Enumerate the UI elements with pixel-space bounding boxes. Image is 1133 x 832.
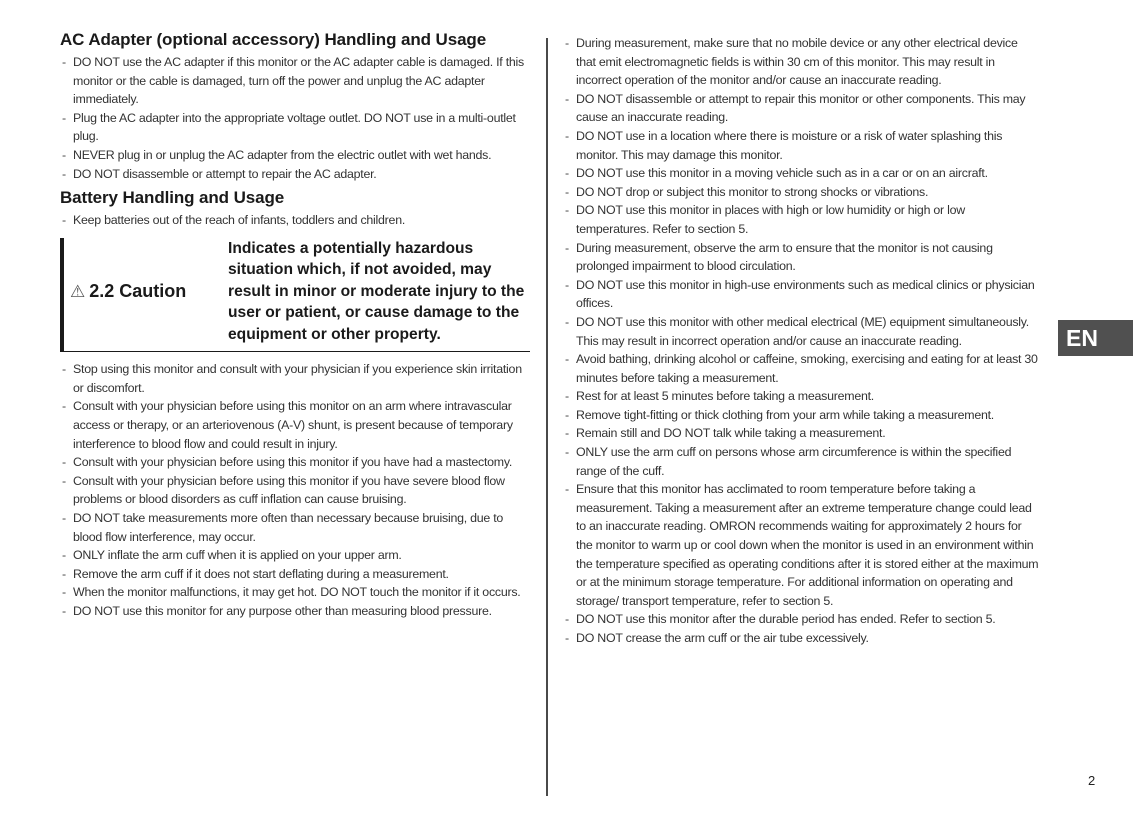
- list-item: - DO NOT use this monitor in high-use environments such as medical clinics or physician offices.: [563, 276, 1039, 313]
- caution-header: [64, 281, 228, 302]
- page-number: 2: [1088, 773, 1096, 788]
- list-item: - Stop using this monitor and consult with your physician if you experience skin irritation or discomfort.: [60, 360, 530, 397]
- list-item: - DO NOT take measurements more often than necessary because bruising, due to blood flow interference, may occur.: [60, 509, 530, 546]
- list-item: - ONLY inflate the arm cuff when it is applied on your upper arm.: [60, 546, 530, 565]
- list-item: - Rest for at least 5 minutes before taking a measurement.: [563, 387, 1039, 406]
- list-item: - DO NOT use in a location where there is moisture or a risk of water splashing this monitor. This may damage this monitor.: [563, 127, 1039, 164]
- list-item: - DO NOT use this monitor in places with high or low humidity or high or low temperatures. Refer to section 5.: [563, 201, 1039, 238]
- column-divider: [546, 38, 548, 796]
- battery-list: [60, 211, 530, 230]
- list-item: - During measurement, make sure that no mobile device or any other electrical device that emit electromagnetic fields is within 30 cm of this monitor. This may result in incorrect operation of the monitor and/or cause an inaccurate reading.: [563, 34, 1039, 90]
- list-item: - NEVER plug in or unplug the AC adapter from the electric outlet with wet hands.: [60, 146, 530, 165]
- list-item: - Consult with your physician before using this monitor if you have had a mastectomy.: [60, 453, 530, 472]
- list-item: - Consult with your physician before using this monitor if you have severe blood flow problems or blood disorders as cuff inflation can cause bruising.: [60, 472, 530, 509]
- list-item: - DO NOT drop or subject this monitor to strong shocks or vibrations.: [563, 183, 1039, 202]
- list-item: - Keep batteries out of the reach of infants, toddlers and children.: [60, 211, 530, 230]
- list-item: - DO NOT use this monitor for any purpose other than measuring blood pressure.: [60, 602, 530, 621]
- list-item: - When the monitor malfunctions, it may get hot. DO NOT touch the monitor if it occurs.: [60, 583, 530, 602]
- list-item: - Remain still and DO NOT talk while taking a measurement.: [563, 424, 1039, 443]
- list-item: - ONLY use the arm cuff on persons whose arm circumference is within the specified range of the cuff.: [563, 443, 1039, 480]
- left-column: [60, 30, 530, 621]
- battery-heading: Battery Handling and Usage: [60, 188, 285, 208]
- caution-list-left: [60, 360, 530, 620]
- list-item: - During measurement, observe the arm to ensure that the monitor is not causing prolonged impairment to blood circulation.: [563, 239, 1039, 276]
- list-item: - DO NOT use the AC adapter if this monitor or the AC adapter cable is damaged. If this monitor or the cable is damaged, turn off the power and unplug the AC adapter immediately.: [60, 53, 530, 109]
- list-item: - Remove tight-fitting or thick clothing from your arm while taking a measurement.: [563, 406, 1039, 425]
- list-item: - Remove the arm cuff if it does not start deflating during a measurement.: [60, 565, 530, 584]
- right-column: [563, 34, 1039, 648]
- list-item: - Plug the AC adapter into the appropriate voltage outlet. DO NOT use in a multi-outlet plug.: [60, 109, 530, 146]
- ac-adapter-list: [60, 53, 530, 183]
- list-item: - DO NOT use this monitor after the durable period has ended. Refer to section 5.: [563, 610, 1039, 629]
- list-item: - DO NOT use this monitor in a moving vehicle such as in a car or on an aircraft.: [563, 164, 1039, 183]
- caution-title: 2.2 Caution: [89, 281, 187, 301]
- warning-triangle-icon: ⚠: [70, 281, 86, 301]
- list-item: - DO NOT disassemble or attempt to repair this monitor or other components. This may cause an inaccurate reading.: [563, 90, 1039, 127]
- caution-list-right: [563, 34, 1039, 648]
- ac-adapter-heading: AC Adapter (optional accessory) Handling and Usage: [60, 30, 487, 49]
- caution-description: Indicates a potentially hazardous situation which, if not avoided, may result in minor or moderate injury to the user or patient, or cause damage to the equipment or other property.: [228, 239, 525, 343]
- caution-box: [60, 238, 530, 353]
- list-item: - Avoid bathing, drinking alcohol or caffeine, smoking, exercising and eating for at least 30 minutes before taking a measurement.: [563, 350, 1039, 387]
- list-item: - DO NOT use this monitor with other medical electrical (ME) equipment simultaneously. This may result in incorrect operation and/or cause an inaccurate reading.: [563, 313, 1039, 350]
- list-item: - DO NOT crease the arm cuff or the air tube excessively.: [563, 629, 1039, 648]
- list-item: - Ensure that this monitor has acclimated to room temperature before taking a measurement. Taking a measurement after an extreme temperature change could lead to an inaccurate reading. OMRON recommends waiting for approximately 2 hours for the monitor to warm up or cool down when the monitor is used in an environment within the temperature specified as operating conditions after it is stored either at the maximum or at the minimum storage temperature. For additional information on operating and storage/ transport temperature, refer to section 5.: [563, 480, 1039, 610]
- list-item: - Consult with your physician before using this monitor on an arm where intravascular access or therapy, or an arteriovenous (A-V) shunt, is present because of temporary interference to blood flow and could result in injury.: [60, 397, 530, 453]
- language-tab: EN: [1058, 320, 1133, 356]
- list-item: - DO NOT disassemble or attempt to repair the AC adapter.: [60, 165, 530, 184]
